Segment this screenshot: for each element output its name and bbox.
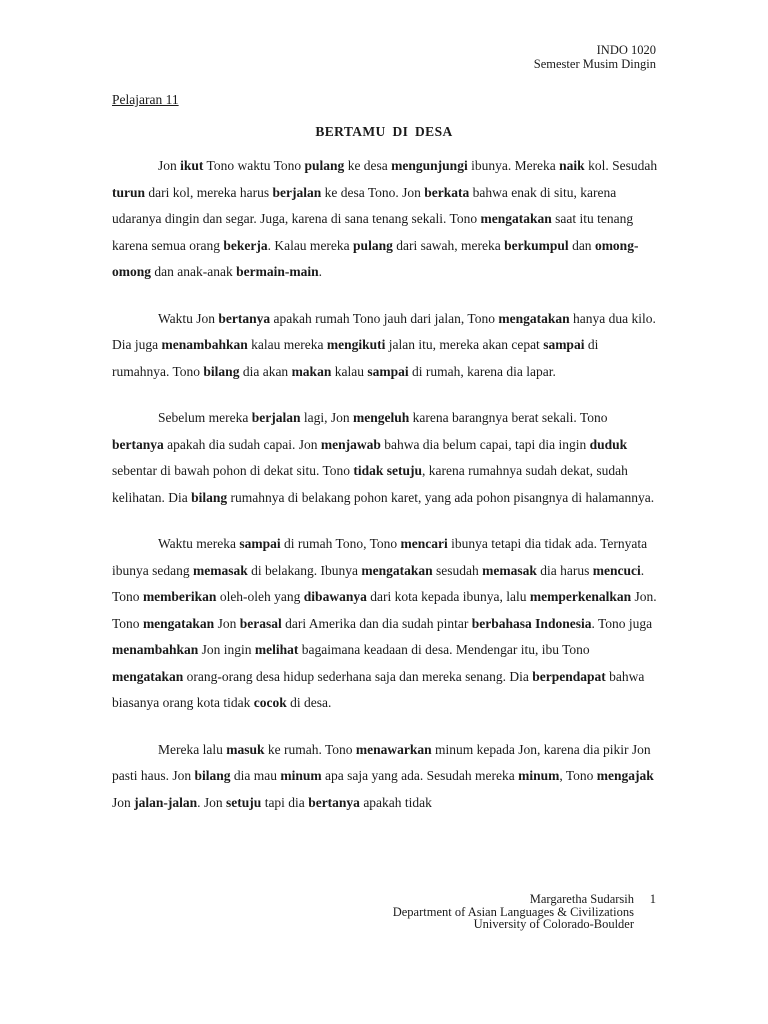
vocabulary-term: mengikuti [326,337,386,352]
paragraph-text: dia harus [536,562,593,578]
vocabulary-term: masuk [226,741,265,757]
vocabulary-term: bilang [191,489,228,505]
vocabulary-term: mengunjungi [391,158,468,173]
vocabulary-term: setuju [226,794,262,810]
document-title: BERTAMU DI DESA [315,124,453,139]
paragraph-text: rumahnya di belakang pohon karet, yang ada pohon pisangnya di halamannya. [227,489,655,505]
vocabulary-term: makan [291,363,332,379]
paragraph-text: dia mau [230,768,281,783]
paragraph-text: . Tono [112,562,645,604]
paragraph-text: Waktu mereka [158,536,240,551]
vocabulary-term: mencari [400,536,448,551]
vocabulary-term: sampai [367,363,409,379]
paragraph-text: di rumah, karena dia lapar. [408,363,556,379]
vocabulary-term: tidak setuju [353,463,423,478]
paragraph-text: apakah rumah Tono jauh dari jalan, Tono [270,310,499,326]
paragraph-text: Jon. Tono [112,589,657,631]
body-paragraph [112,306,658,386]
paragraph-text: minum kepada Jon, karena dia pikir Jon pasti haus. Jon [112,741,651,783]
paragraph-text: , karena rumahnya sudah dekat, sudah kelihatan. Dia [112,463,628,505]
vocabulary-term: berjalan [272,184,322,200]
vocabulary-term: minum [518,768,560,783]
paragraph-text: Waktu Jon [158,310,219,326]
vocabulary-term: ikut [180,158,204,173]
vocabulary-term: melihat [254,642,299,657]
vocabulary-term: mengatakan [142,615,215,631]
vocabulary-term: mengatakan [480,211,552,226]
vocabulary-term: mencuci [592,562,641,578]
semester-label: Semester Musim Dingin [533,57,656,71]
vocabulary-term: cocok [253,695,287,710]
vocabulary-term: bekerja [223,237,268,253]
vocabulary-term: memasak [482,562,537,578]
vocabulary-term: pulang [353,237,393,253]
paragraph-text: bagaimana keadaan di desa. Mendengar itu, ibu Tono [298,642,590,657]
vocabulary-term: bermain-main [236,264,319,279]
vocabulary-term: bilang [203,363,240,379]
vocabulary-term: pulang [304,158,345,173]
paragraph-text: Jon [112,794,135,810]
paragraph-text: karena barangnya berat sekali. Tono [409,410,608,425]
vocabulary-term: memberikan [142,589,217,604]
vocabulary-term: berjalan [251,410,301,425]
page-number: 1 [649,892,656,906]
body-paragraph [112,405,658,511]
vocabulary-term: minum [280,768,322,783]
paragraph-text: ke desa Tono. Jon [321,184,425,200]
vocabulary-term: mengatakan [361,562,433,578]
paragraph-text: kalau mereka [247,337,327,352]
vocabulary-term: menambahkan [161,337,248,352]
paragraph-text: sesudah [432,562,483,578]
vocabulary-term: sampai [239,536,281,551]
paragraph-text: Jon ingin [198,642,255,657]
vocabulary-term: berkata [424,184,470,200]
paragraph-text: . Tono juga [591,615,653,631]
vocabulary-term: bertanya [218,310,271,326]
paragraph-text: apa saja yang ada. Sesudah mereka [321,768,519,783]
paragraph-text: saat itu tenang karena semua orang [112,211,634,253]
paragraph-text: tapi dia [261,794,309,810]
vocabulary-term: bertanya [308,794,360,810]
paragraph-text: dari Amerika dan dia sudah pintar [281,615,472,631]
paragraph-text: dari kol, mereka harus [145,184,273,200]
paragraph-text: bahwa enak di situ, karena udaranya dingin dan segar. Juga, karena di sana tenang sekali. Tono [112,184,617,226]
paragraph-text: sebentar di bawah pohon di dekat situ. Tono [112,463,354,478]
vocabulary-term: mengajak [596,768,654,783]
paragraph-text: orang-orang desa hidup sederhana saja dan mereka senang. Dia [183,668,533,684]
paragraph-text: . [318,264,322,279]
vocabulary-term: sampai [543,337,585,352]
vocabulary-term: bilang [194,768,231,783]
vocabulary-term: memasak [192,562,248,578]
vocabulary-term: dibawanya [303,589,367,604]
paragraph-text: Sebelum mereka [158,410,252,425]
paragraph-text: . Kalau mereka [267,237,354,253]
vocabulary-term: naik [559,158,585,173]
paragraph-text: ke rumah. Tono [264,741,356,757]
paragraph-text: Mereka lalu [158,741,227,757]
paragraph-text: dari kota kepada ibunya, lalu [366,589,530,604]
body-paragraph [112,737,658,817]
document-body [112,153,658,836]
vocabulary-term: memperkenalkan [529,589,632,604]
paragraph-text: hanya dua kilo. Dia juga [112,310,656,352]
vocabulary-term: menambahkan [112,642,199,657]
paragraph-text: kalau [331,363,368,379]
footer-author: Margaretha Sudarsih [529,892,634,906]
paragraph-text: dia akan [239,363,292,379]
document-footer [300,893,656,931]
paragraph-text: dan [568,237,595,253]
paragraph-text: , Tono [559,768,597,783]
document-header [534,43,656,71]
vocabulary-term: berasal [239,615,282,631]
paragraph-text: dan anak-anak [151,264,237,279]
vocabulary-term: berkumpul [504,237,569,253]
paragraph-text: di rumahnya. Tono [112,337,599,379]
vocabulary-term: duduk [589,436,628,452]
paragraph-text: bahwa dia belum capai, tapi dia ingin [380,436,590,452]
vocabulary-term: bertanya [112,436,164,452]
vocabulary-term: mengatakan [112,668,184,684]
vocabulary-term: menawarkan [355,741,432,757]
paragraph-text: . Jon [197,794,227,810]
vocabulary-term: mengatakan [498,310,570,326]
vocabulary-term: jalan-jalan [134,794,198,810]
paragraph-text: jalan itu, mereka akan cepat [385,337,544,352]
paragraph-text: apakah dia sudah capai. Jon [163,436,321,452]
footer-university: University of Colorado-Boulder [473,917,634,931]
paragraph-text: kol. Sesudah [584,158,658,173]
footer-department: Department of Asian Languages & Civilizations [392,904,634,919]
vocabulary-term: omong-omong [112,237,639,279]
vocabulary-term: berpendapat [532,668,606,684]
paragraph-text: di belakang. Ibunya [247,562,362,578]
vocabulary-term: turun [112,184,146,200]
paragraph-text: dari sawah, mereka [392,237,505,253]
paragraph-text: bahwa biasanya orang kota tidak [112,668,645,710]
paragraph-text: Jon [158,158,181,173]
paragraph-text: Tono waktu Tono [203,158,305,173]
paragraph-text: Jon [214,615,240,631]
paragraph-text: ke desa [344,158,392,173]
paragraph-text: di desa. [286,695,332,710]
vocabulary-term: mengeluh [352,410,410,425]
body-paragraph [112,531,658,717]
paragraph-text: ibunya tetapi dia tidak ada. Ternyata ibunya sedang [112,536,648,578]
vocabulary-term: menjawab [320,436,381,452]
paragraph-text: lagi, Jon [300,410,353,425]
body-paragraph [112,153,658,286]
paragraph-text: apakah tidak [359,794,432,810]
course-code: INDO 1020 [596,43,656,57]
lesson-label: Pelajaran 11 [112,92,179,107]
paragraph-text: oleh-oleh yang [216,589,304,604]
paragraph-text: di rumah Tono, Tono [280,536,401,551]
paragraph-text: ibunya. Mereka [467,158,560,173]
vocabulary-term: berbahasa Indonesia [471,615,592,631]
